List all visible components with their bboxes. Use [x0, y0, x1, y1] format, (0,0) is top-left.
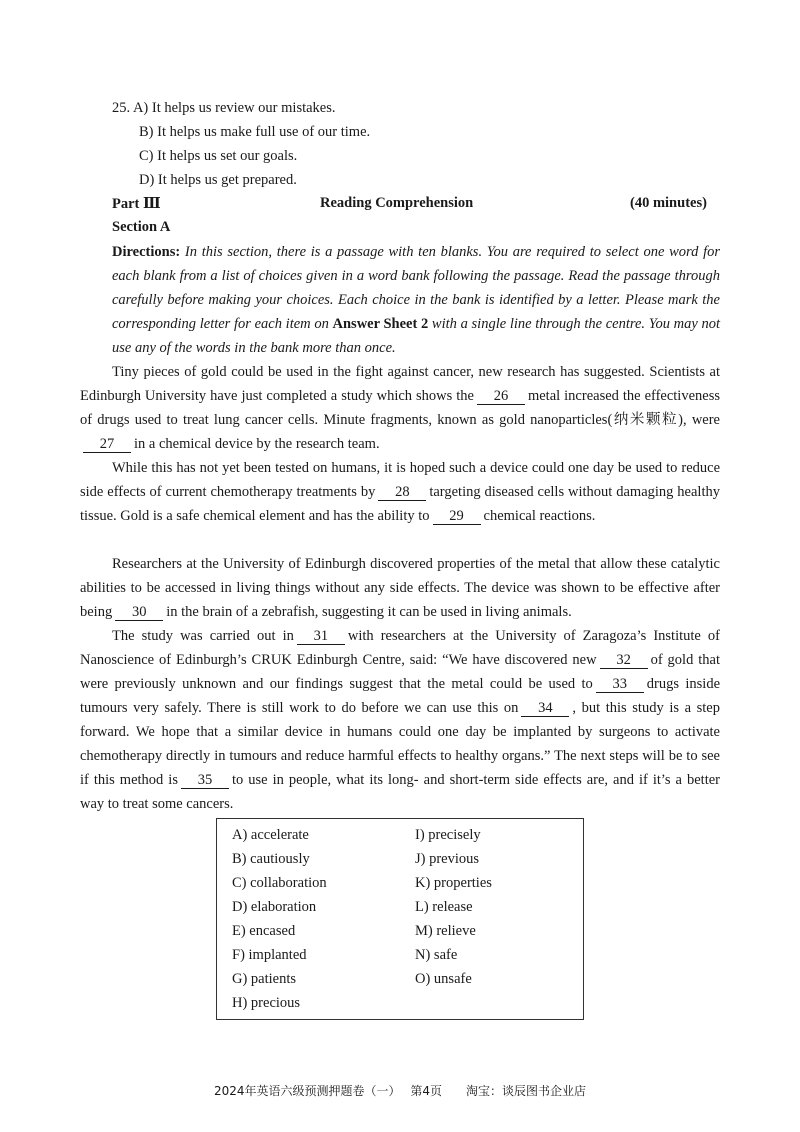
- page-footer: 2024年英语六级预测押题卷（一） 第4页 淘宝：谈辰图书企业店: [214, 1084, 586, 1098]
- text: , but this study is a step forward. We hope that a similar device in humans could one day be implanted by surgeons to activate chemotherapy directly in tumours and reduce harmful effects to healthy organs.” The next steps will be to see if this method is: [80, 700, 720, 788]
- blank-31: 31: [297, 628, 345, 645]
- word-d: D) elaboration: [232, 899, 317, 915]
- word-m: M) relieve: [415, 923, 476, 939]
- word-o: O) unsafe: [415, 971, 472, 987]
- directions-label: Directions:: [112, 244, 181, 260]
- text: targeting diseased cells without damaging healthy tissue. Gold is a safe chemical element and has the ability to: [80, 484, 720, 524]
- text: Tiny pieces of gold could be used in the fight against cancer, new research has suggested. Scientists at Edinburgh University have just completed a study which shows the: [80, 364, 720, 404]
- directions-text: In this section, there is a passage with ten blanks. You are required to select one word for each blank from a list of choices given in a word bank following the passage. Read the passage through carefully before making your choices. Each choice in the bank is identified by a letter. Please mark the corresponding letter for each item on: [112, 244, 721, 332]
- section-title: Section A: [112, 219, 171, 235]
- word-l: L) release: [415, 899, 473, 915]
- word-k: K) properties: [415, 875, 492, 891]
- text: to use in people, what its long- and short-term side effects are, and if it’s a better way to treat some cancers.: [80, 772, 720, 812]
- word-f: F) implanted: [232, 947, 307, 963]
- blank-26: 26: [477, 388, 525, 405]
- blank-29: 29: [433, 508, 481, 525]
- part-time: (40 minutes): [630, 195, 707, 211]
- directions: [112, 240, 720, 360]
- text: Researchers at the University of Edinburgh discovered properties of the metal that allow these catalytic abilities to be accessed in living things without any side effects. The device was shown to be effective after being: [80, 556, 720, 620]
- paragraph-2: [80, 456, 720, 528]
- text: with researchers at the University of Zaragoza’s Institute of Nanoscience of Edinburgh’s CRUK Edinburgh Centre, said: “We have discovered new: [80, 628, 720, 668]
- text: The study was carried out in: [112, 628, 294, 644]
- word-i: I) precisely: [415, 827, 481, 843]
- question-number: 25.: [112, 100, 131, 116]
- paragraph-1: [80, 360, 720, 456]
- blank-33: 33: [596, 676, 644, 693]
- text: of gold that were previously unknown and our findings suggest that the metal could be used to: [80, 652, 720, 692]
- part-label: Part Ⅲ: [112, 196, 161, 212]
- text: While this has not yet been tested on humans, it is hoped such a device could one day be used to reduce side effects of current chemotherapy treatments by: [80, 460, 720, 500]
- text: chemical reactions.: [483, 508, 596, 524]
- word-c: C) collaboration: [232, 875, 327, 891]
- blank-28: 28: [378, 484, 426, 501]
- word-bank: [216, 818, 584, 1020]
- option-a: A) It helps us review our mistakes.: [132, 100, 336, 116]
- word-n: N) safe: [415, 947, 458, 963]
- word-b: B) cautiously: [232, 851, 310, 867]
- blank-30: 30: [115, 604, 163, 621]
- blank-34: 34: [521, 700, 569, 717]
- option-d: D) It helps us get prepared.: [139, 172, 297, 188]
- word-g: G) patients: [232, 971, 297, 987]
- word-j: J) previous: [415, 851, 480, 867]
- text: drugs inside tumours very safely. There is still work to do before we can use this on: [80, 676, 721, 716]
- blank-27: 27: [83, 436, 131, 453]
- paragraph-4: [80, 624, 720, 816]
- blank-35: 35: [181, 772, 229, 789]
- option-c: C) It helps us set our goals.: [139, 148, 298, 164]
- text: in a chemical device by the research team.: [134, 436, 380, 452]
- blank-32: 32: [600, 652, 648, 669]
- option-b: B) It helps us make full use of our time.: [139, 124, 371, 140]
- text: in the brain of a zebrafish, suggesting it can be used in living animals.: [166, 604, 572, 620]
- directions-text-end: with a single line through the centre. You may not use any of the words in the bank more than once.: [112, 316, 721, 356]
- part-title: Reading Comprehension: [320, 195, 474, 211]
- word-e: E) encased: [232, 923, 296, 939]
- word-a: A) accelerate: [232, 827, 309, 843]
- text: metal increased the effectiveness of drugs used to treat lung cancer cells. Minute fragments, known as gold nanoparticles(纳米颗粒), were: [80, 388, 720, 428]
- answer-sheet-ref: Answer Sheet 2: [332, 316, 429, 332]
- paragraph-3: [80, 552, 720, 624]
- word-h: H) precious: [232, 995, 301, 1011]
- question-25: [112, 100, 336, 117]
